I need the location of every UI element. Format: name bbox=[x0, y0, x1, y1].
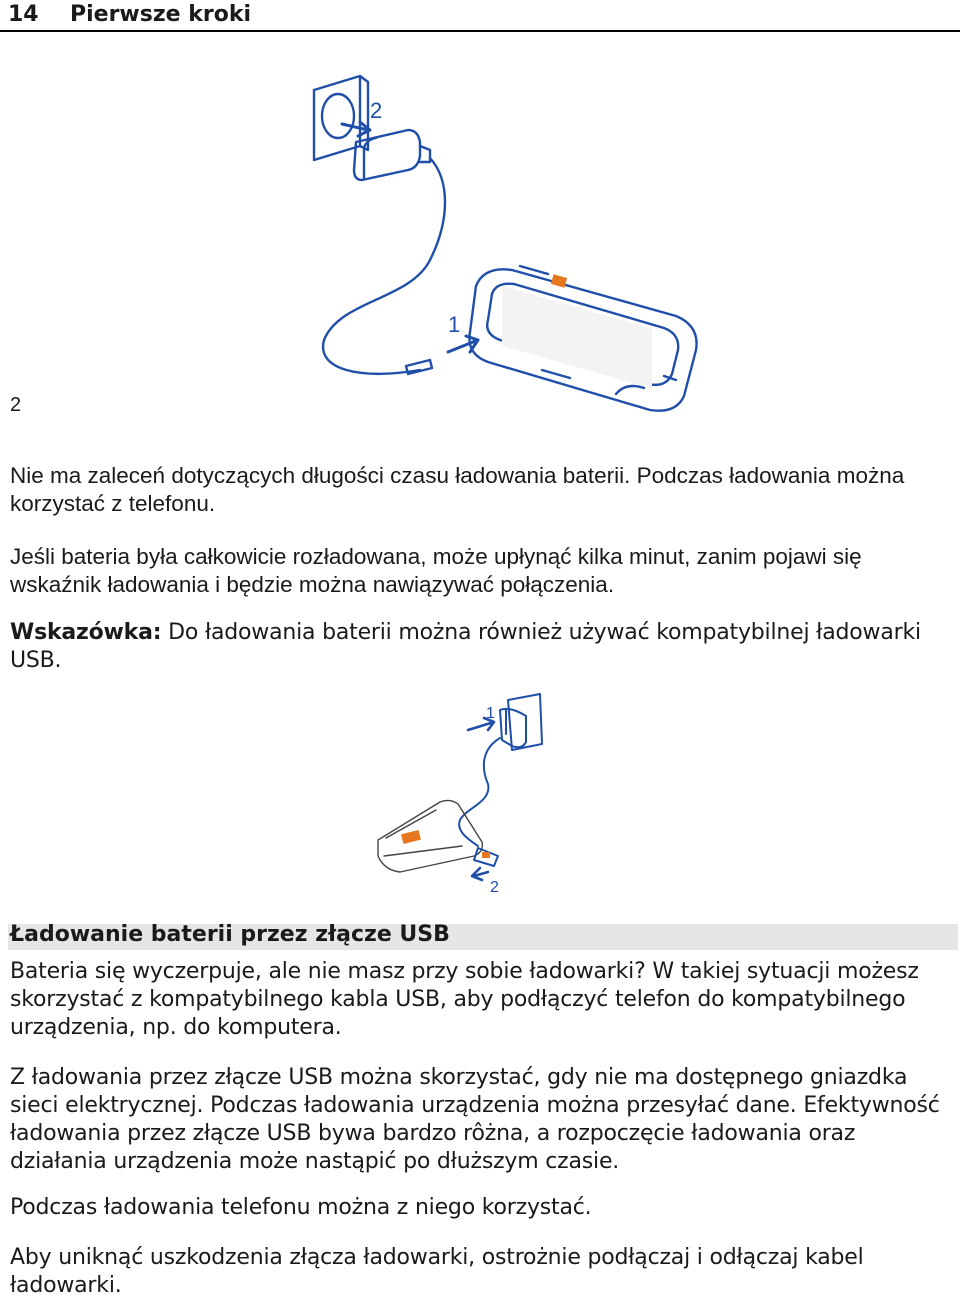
usb-step-label-2: 2 bbox=[490, 879, 499, 896]
charger-wall-illustration bbox=[280, 70, 720, 420]
usb-step-label-1: 1 bbox=[486, 705, 495, 722]
tip-paragraph bbox=[10, 619, 950, 675]
paragraph-battery-empty: Jeśli bateria była całkowicie rozładowana, może upłynąć kilka minut, zanim pojawi się wskaźnik ładowania i będzie można nawiązywać połączenia. bbox=[10, 544, 862, 597]
chapter-title: Pierwsze kroki bbox=[70, 2, 252, 27]
arrow-1 bbox=[448, 336, 478, 352]
usb-charger-plug bbox=[500, 709, 526, 747]
charging-indicator bbox=[551, 274, 567, 287]
stray-number: 2 bbox=[10, 394, 22, 416]
section-paragraph-1: Bateria się wyczerpuje, ale nie masz przy sobie ładowarki? W takiej sytuacji możesz skorzystać z kompatybilnego kabla USB, aby podłączyć telefon do kompatybilnego urządzenia, np. do komputera. bbox=[10, 959, 919, 1040]
section-paragraph-2: Z ładowania przez złącze USB można skorzystać, gdy nie ma dostępnego gniazdka sieci elektrycznej. Podczas ładowania urządzenia można przesyłać dane. Efektywność ładowania przez złącze USB bywa bardzo rôżna, a rozpoczęcie ładowania oraz działania urządzenia może nastąpić po dłuższym czasie. bbox=[10, 1065, 940, 1174]
section-title: Ładowanie baterii przez złącze USB bbox=[10, 922, 450, 947]
step-label-1: 1 bbox=[448, 312, 461, 337]
usb-arrow-2 bbox=[472, 868, 488, 880]
tip-text: Do ładowania baterii można również używać kompatybilnej ładowarki USB. bbox=[10, 620, 921, 673]
tip-label: Wskazówka: bbox=[10, 620, 162, 645]
page-number: 14 bbox=[8, 2, 39, 27]
section-paragraph-3: Podczas ładowania telefonu można z niego korzystać. bbox=[10, 1195, 592, 1220]
section-paragraph-4: Aby uniknąć uszkodzenia złącza ładowarki, ostrożnie podłączaj i odłączaj kabel ładowarki. bbox=[10, 1245, 864, 1298]
step-label-2: 2 bbox=[370, 98, 383, 123]
charger-cable bbox=[323, 158, 445, 374]
usb-cable bbox=[459, 738, 500, 846]
paragraph-charging-time: Nie ma zaleceń dotyczących długości czasu ładowania baterii. Podczas ładowania można korzystać z telefonu. bbox=[10, 463, 905, 516]
usb-charger-illustration bbox=[370, 690, 570, 900]
page-header bbox=[0, 0, 960, 32]
